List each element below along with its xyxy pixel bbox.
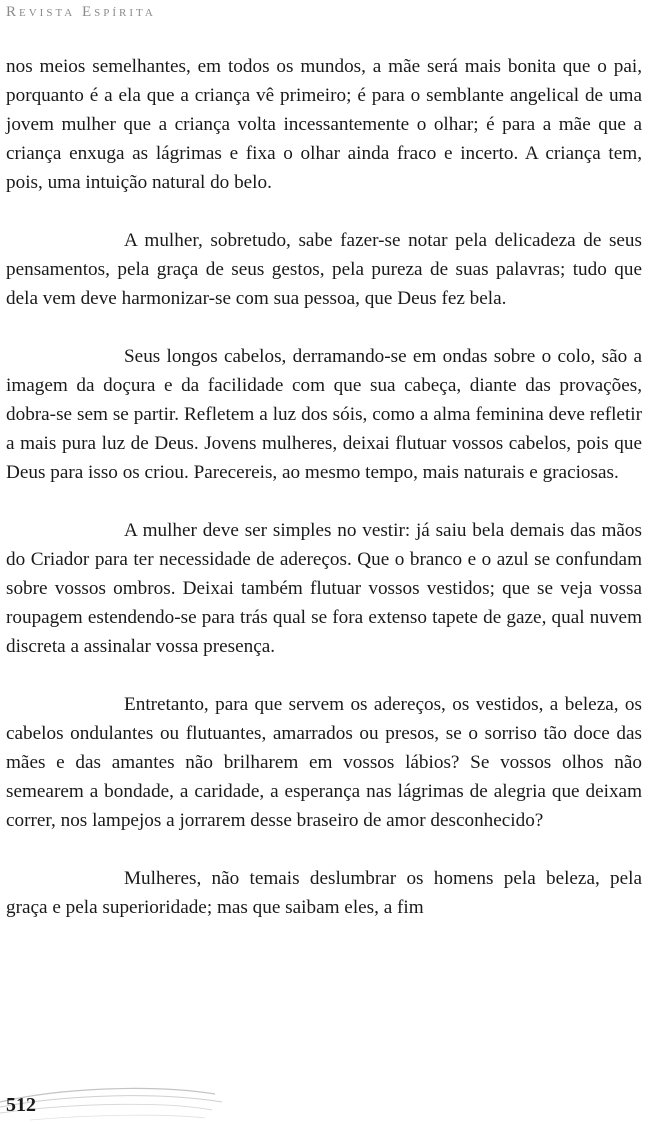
paragraph-1: nos meios semelhantes, em todos os mundos, a mãe será mais bonita que o pai, porquanto é a ela que a criança vê primeiro; é para o semblante angelical de uma jovem mulher que a criança volta incessantemente o olhar; é para a mãe que a criança enxuga as lágrimas e fixa o olhar ainda fraco e incerto. A criança tem, pois, uma intuição natural do belo. — [6, 56, 642, 193]
running-head: Revista Espírita — [6, 4, 156, 20]
paragraph-5: Entretanto, para que servem os adereços, os vestidos, a beleza, os cabelos ondulantes ou flutuantes, amarrados ou presos, se o sorriso tão doce das mães e das amantes não brilharem em vossos lábios? Se vossos olhos não semearem a bondade, a caridade, a esperança nas lágrimas de alegria que deixam correr, nos lampejos a jorrarem desse braseiro de amor desconhecido? — [6, 694, 642, 831]
paragraph-2: A mulher, sobretudo, sabe fazer-se notar pela delicadeza de seus pensamentos, pela graça de seus gestos, pela pureza de suas palavras; tudo que dela vem deve harmonizar-se com sua pessoa, que Deus fez bela. — [6, 230, 642, 309]
body-text — [6, 52, 642, 922]
page-number: 512 — [6, 1094, 36, 1116]
paragraph-6: Mulheres, não temais deslumbrar os homens pela beleza, pela graça e pela superioridade; mas que saibam eles, a fim — [6, 868, 642, 918]
paragraph-3: Seus longos cabelos, derramando-se em ondas sobre o colo, são a imagem da doçura e da facilidade com que sua cabeça, diante das provações, dobra-se sem se partir. Refletem a luz dos sóis, como a alma feminina deve refletir a mais pura luz de Deus. Jovens mulheres, deixai flutuar vossos cabelos, pois que Deus para isso os criou. Parecereis, ao mesmo tempo, mais naturais e graciosas. — [6, 346, 642, 483]
paragraph-4: A mulher deve ser simples no vestir: já saiu bela demais das mãos do Criador para ter necessidade de adereços. Que o branco e o azul se confundam sobre vossos ombros. Deixai também flutuar vossos vestidos; que se veja vossa roupagem estendendo-se para trás qual se fora extenso tapete de gaze, qual nuvem discreta a assinalar vossa presença. — [6, 520, 642, 657]
